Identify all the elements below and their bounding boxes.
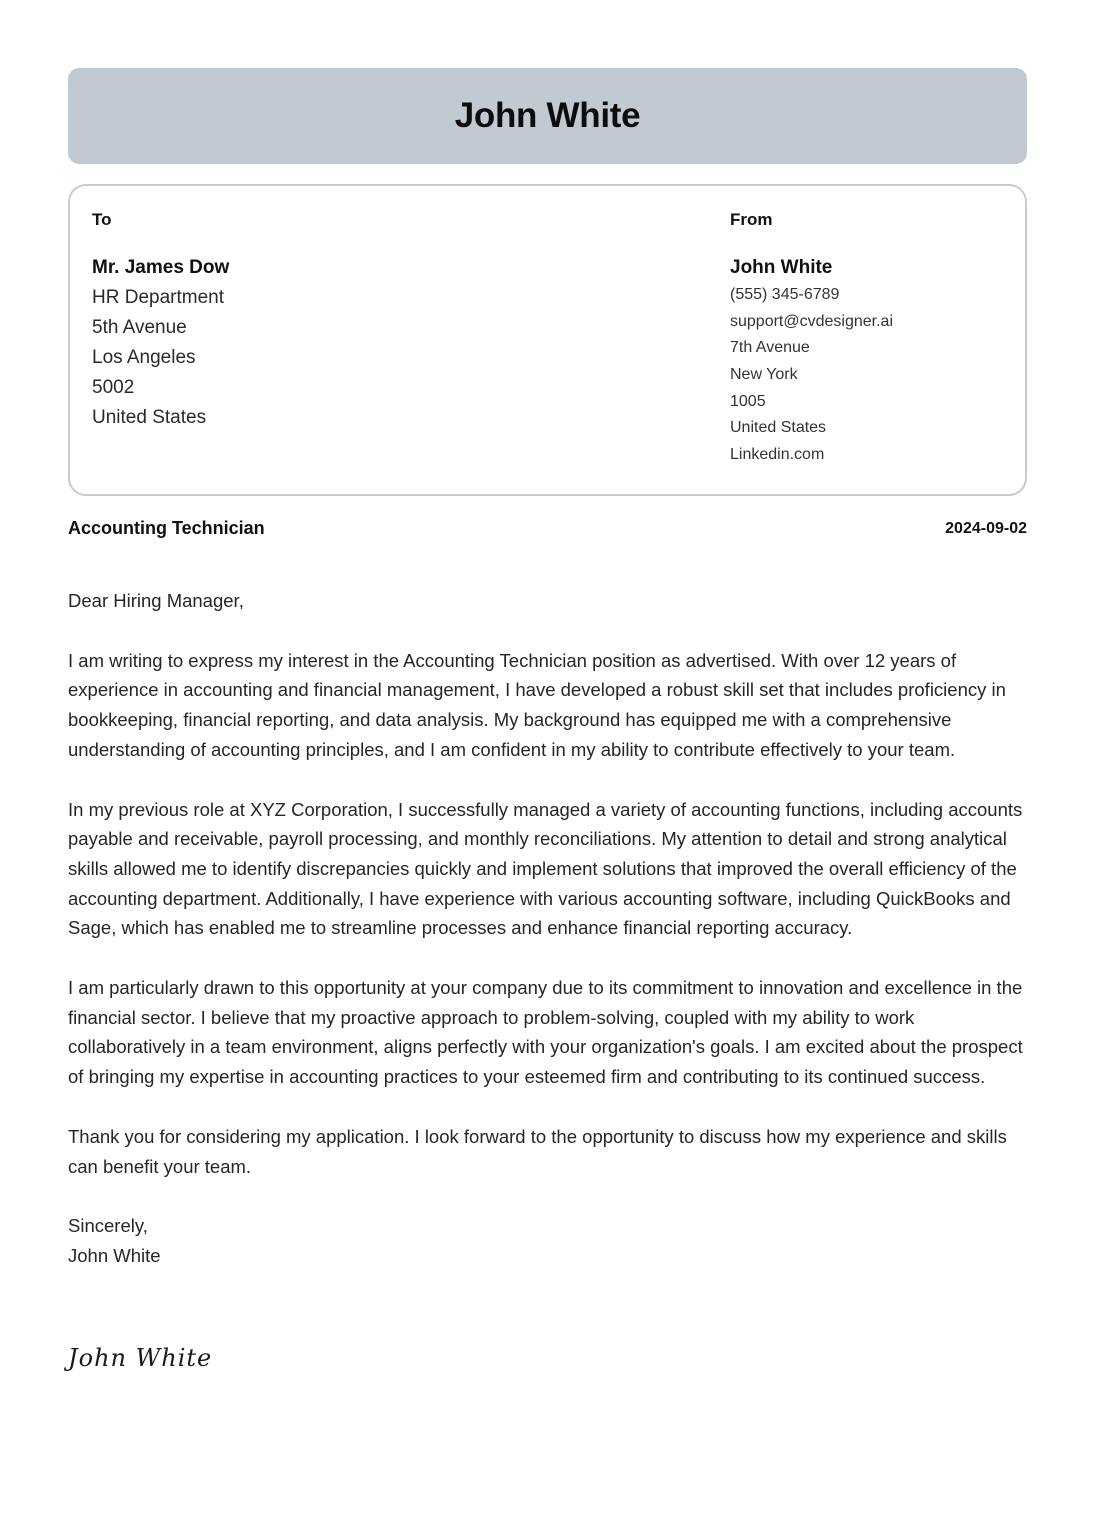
sender-phone: (555) 345-6789 — [730, 286, 840, 303]
recipient-name: Mr. James Dow — [92, 257, 230, 278]
sender-block — [730, 210, 893, 469]
header-band — [68, 68, 1027, 164]
recipient-postcode: 5002 — [92, 377, 135, 398]
sender-linkedin: Linkedin.com — [730, 446, 825, 464]
job-title: Accounting Technician — [68, 518, 265, 538]
closing-block — [68, 1211, 1030, 1270]
sender-heading: From — [730, 210, 773, 229]
recipient-block — [92, 210, 229, 433]
sender-street: 7th Avenue — [730, 339, 810, 357]
recipient-department: HR Department — [92, 287, 224, 308]
recipient-country: United States — [92, 407, 207, 428]
letter-body — [68, 586, 1030, 1271]
closing-salutation: Sincerely, — [68, 1215, 148, 1237]
letter-date: 2024-09-02 — [945, 519, 1027, 537]
recipient-city: Los Angeles — [92, 347, 196, 368]
recipient-street: 5th Avenue — [92, 317, 187, 338]
handwritten-signature: John White — [68, 1344, 213, 1372]
sender-email: support@cvdesigner.ai — [730, 312, 893, 330]
applicant-name-title: John White — [454, 96, 641, 135]
sender-name: John White — [730, 257, 833, 278]
paragraph-intro: I am writing to express my interest in the Accounting Technician position as advertised. With over 12 years of experience in accounting and financial management, I have developed a robust skill set that includes proficiency in bookkeeping, financial reporting, and data analysis. My background has equipped me with a comprehensive understanding of accounting principles, and I am confident in my ability to contribute effectively to your team. — [68, 649, 1006, 760]
paragraph-thanks: Thank you for considering my application. I look forward to the opportunity to discuss how my experience and skills can benefit your team. — [68, 1125, 1007, 1177]
closing-name: John White — [68, 1244, 161, 1266]
paragraph-experience: In my previous role at XYZ Corporation, I successfully managed a variety of accounting functions, including accounts payable and receivable, payroll processing, and monthly reconciliations. My attention to detail and strong analytical skills allowed me to identify discrepancies quickly and implement solutions that improved the overall efficiency of the accounting department. Additionally, I have experience with various accounting software, including QuickBooks and Sage, which has enabled me to streamline processes and enhance financial reporting accuracy. — [68, 798, 1023, 939]
letter-meta-row — [68, 518, 1027, 539]
address-box — [68, 184, 1027, 496]
recipient-heading: To — [92, 210, 112, 229]
sender-postcode: 1005 — [730, 392, 766, 410]
paragraph-motivation: I am particularly drawn to this opportunity at your company due to its commitment to innovation and excellence in the financial sector. I believe that my proactive approach to problem-solving, coupled with my ability to work collaboratively in a team environment, aligns perfectly with your organization's goals. I am excited about the prospect of bringing my expertise in accounting practices to your esteemed firm and contributing to its continued success. — [68, 977, 1023, 1088]
sender-city: New York — [730, 366, 798, 384]
greeting: Dear Hiring Manager, — [68, 590, 244, 611]
sender-country: United States — [730, 419, 827, 437]
